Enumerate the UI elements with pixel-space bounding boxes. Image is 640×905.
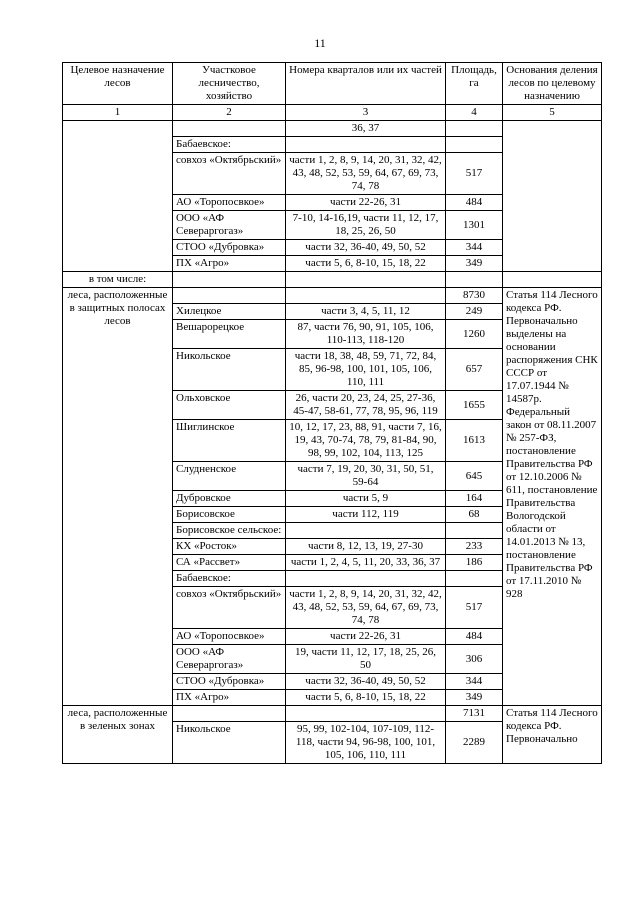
area-cell: 349 — [446, 690, 503, 706]
unit-cell: Дубровское — [173, 491, 286, 507]
area-cell: 2289 — [446, 722, 503, 764]
unit-cell: ООО «АФ Севераргогаз» — [173, 645, 286, 674]
area-cell: 517 — [446, 153, 503, 195]
unit-cell-empty — [173, 288, 286, 304]
unit-cell: Ольховское — [173, 391, 286, 420]
section-total-row — [63, 706, 602, 722]
unit-cell: Борисовское сельское: — [173, 523, 286, 539]
including-label: в том числе: — [63, 272, 173, 288]
area-cell: 306 — [446, 645, 503, 674]
area-cell: 344 — [446, 240, 503, 256]
quarters-cell — [286, 137, 446, 153]
purpose-cell: леса, расположенные в зеленых зонах — [63, 706, 173, 764]
quarters-cell: части 32, 36-40, 49, 50, 52 — [286, 674, 446, 690]
area-cell: 484 — [446, 629, 503, 645]
quarters-cell: 87, части 76, 90, 91, 105, 106, 110-113, 118-120 — [286, 320, 446, 349]
area-cell: 645 — [446, 462, 503, 491]
unit-cell: Никольское — [173, 349, 286, 391]
unit-cell: КХ «Росток» — [173, 539, 286, 555]
quarters-cell: 19, части 11, 12, 17, 18, 25, 26, 50 — [286, 645, 446, 674]
unit-cell: совхоз «Октябрьский» — [173, 153, 286, 195]
area-cell: 657 — [446, 349, 503, 391]
header-quarters: Номера кварталов или их частей — [286, 63, 446, 105]
quarters-cell: части 5, 9 — [286, 491, 446, 507]
header-forestry: Участковое лесничество, хозяйство — [173, 63, 286, 105]
basis-cell-empty — [503, 272, 602, 288]
quarters-cell: части 22-26, 31 — [286, 195, 446, 211]
unit-cell: совхоз «Октябрьский» — [173, 587, 286, 629]
column-number-row — [63, 105, 602, 121]
quarters-cell: 36, 37 — [286, 121, 446, 137]
quarters-cell: 95, 99, 102-104, 107-109, 112-118, части 94, 96-98, 100, 101, 105, 106, 110, 111 — [286, 722, 446, 764]
area-cell: 1613 — [446, 420, 503, 462]
unit-cell: Бабаевское: — [173, 571, 286, 587]
area-cell: 517 — [446, 587, 503, 629]
quarters-cell: 7-10, 14-16,19, части 11, 12, 17, 18, 25, 26, 50 — [286, 211, 446, 240]
quarters-cell: части 1, 2, 8, 9, 14, 20, 31, 32, 42, 43, 48, 52, 53, 59, 64, 67, 69, 73, 74, 78 — [286, 587, 446, 629]
quarters-cell-empty — [286, 706, 446, 722]
basis-cell-empty — [503, 121, 602, 272]
section-total-row — [63, 288, 602, 304]
column-number: 5 — [503, 105, 602, 121]
total-area-cell: 7131 — [446, 706, 503, 722]
quarters-cell — [286, 571, 446, 587]
quarters-cell: части 112, 119 — [286, 507, 446, 523]
forest-purpose-table — [62, 62, 602, 764]
quarters-cell: части 5, 6, 8-10, 15, 18, 22 — [286, 256, 446, 272]
quarters-cell: 26, части 20, 23, 24, 25, 27-36, 45-47, 58-61, 77, 78, 95, 96, 119 — [286, 391, 446, 420]
area-cell: 349 — [446, 256, 503, 272]
area-cell: 1655 — [446, 391, 503, 420]
unit-cell-empty — [173, 706, 286, 722]
unit-cell: ПХ «Агро» — [173, 690, 286, 706]
area-cell: 164 — [446, 491, 503, 507]
column-number: 2 — [173, 105, 286, 121]
basis-cell: Статья 114 Лесного кодекса РФ. Первоначально — [503, 706, 602, 764]
page-number: 11 — [314, 36, 326, 50]
quarters-cell: части 22-26, 31 — [286, 629, 446, 645]
area-cell — [446, 571, 503, 587]
area-cell-empty — [446, 121, 503, 137]
quarters-cell: части 1, 2, 4, 5, 11, 20, 33, 36, 37 — [286, 555, 446, 571]
quarters-cell-empty — [286, 288, 446, 304]
area-cell — [446, 137, 503, 153]
table-row — [63, 272, 602, 288]
header-area: Площадь, га — [446, 63, 503, 105]
area-cell: 68 — [446, 507, 503, 523]
area-cell: 1260 — [446, 320, 503, 349]
unit-cell: Никольское — [173, 722, 286, 764]
header-purpose: Целевое назначение лесов — [63, 63, 173, 105]
purpose-cell-empty — [63, 121, 173, 272]
unit-cell: АО «Торопосвкое» — [173, 629, 286, 645]
unit-cell: Шиглинское — [173, 420, 286, 462]
quarters-cell: части 8, 12, 13, 19, 27-30 — [286, 539, 446, 555]
total-area-cell: 8730 — [446, 288, 503, 304]
unit-cell: Хилецкое — [173, 304, 286, 320]
quarters-cell: части 1, 2, 8, 9, 14, 20, 31, 32, 42, 43, 48, 52, 53, 59, 64, 67, 69, 73, 74, 78 — [286, 153, 446, 195]
column-number: 4 — [446, 105, 503, 121]
unit-cell-empty — [173, 121, 286, 137]
quarters-cell — [286, 523, 446, 539]
quarters-cell-empty — [286, 272, 446, 288]
unit-cell: ООО «АФ Севераргогаз» — [173, 211, 286, 240]
area-cell: 484 — [446, 195, 503, 211]
basis-cell: Статья 114 Лесного кодекса РФ. Первоначально выделены на основании распоряжения СНК СССР от 17.07.1944 № 14587р. Федеральный закон от 08.11.2007 № 257-ФЗ, постановление Правительства РФ от 12.10.2006 № 611, постановление Правительства Вологодской области от 14.01.2013 № 13, постановление Правительства РФ от 17.11.2010 № 928 — [503, 288, 602, 706]
unit-cell: Слудненское — [173, 462, 286, 491]
table-body — [63, 63, 602, 764]
unit-cell: СА «Рассвет» — [173, 555, 286, 571]
unit-cell-empty — [173, 272, 286, 288]
area-cell: 1301 — [446, 211, 503, 240]
unit-cell: СТОО «Дубровка» — [173, 240, 286, 256]
column-number: 3 — [286, 105, 446, 121]
header-basis: Основания деления лесов по целевому назначению — [503, 63, 602, 105]
quarters-cell: части 3, 4, 5, 11, 12 — [286, 304, 446, 320]
unit-cell: Бабаевское: — [173, 137, 286, 153]
quarters-cell: части 18, 38, 48, 59, 71, 72, 84, 85, 96-98, 100, 101, 105, 106, 110, 111 — [286, 349, 446, 391]
table-row — [63, 121, 602, 137]
unit-cell: АО «Торопосвкое» — [173, 195, 286, 211]
column-number: 1 — [63, 105, 173, 121]
unit-cell: Борисовское — [173, 507, 286, 523]
quarters-cell: части 32, 36-40, 49, 50, 52 — [286, 240, 446, 256]
header-row — [63, 63, 602, 105]
unit-cell: ПХ «Агро» — [173, 256, 286, 272]
area-cell: 249 — [446, 304, 503, 320]
quarters-cell: части 7, 19, 20, 30, 31, 50, 51, 59-64 — [286, 462, 446, 491]
unit-cell: СТОО «Дубровка» — [173, 674, 286, 690]
quarters-cell: 10, 12, 17, 23, 88, 91, части 7, 16, 19, 43, 70-74, 78, 79, 81-84, 90, 98, 99, 102, 104, 113, 125 — [286, 420, 446, 462]
area-cell: 233 — [446, 539, 503, 555]
area-cell: 344 — [446, 674, 503, 690]
purpose-cell: леса, расположенные в защитных полосах лесов — [63, 288, 173, 706]
area-cell-empty — [446, 272, 503, 288]
unit-cell: Вешарорецкое — [173, 320, 286, 349]
area-cell — [446, 523, 503, 539]
area-cell: 186 — [446, 555, 503, 571]
quarters-cell: части 5, 6, 8-10, 15, 18, 22 — [286, 690, 446, 706]
